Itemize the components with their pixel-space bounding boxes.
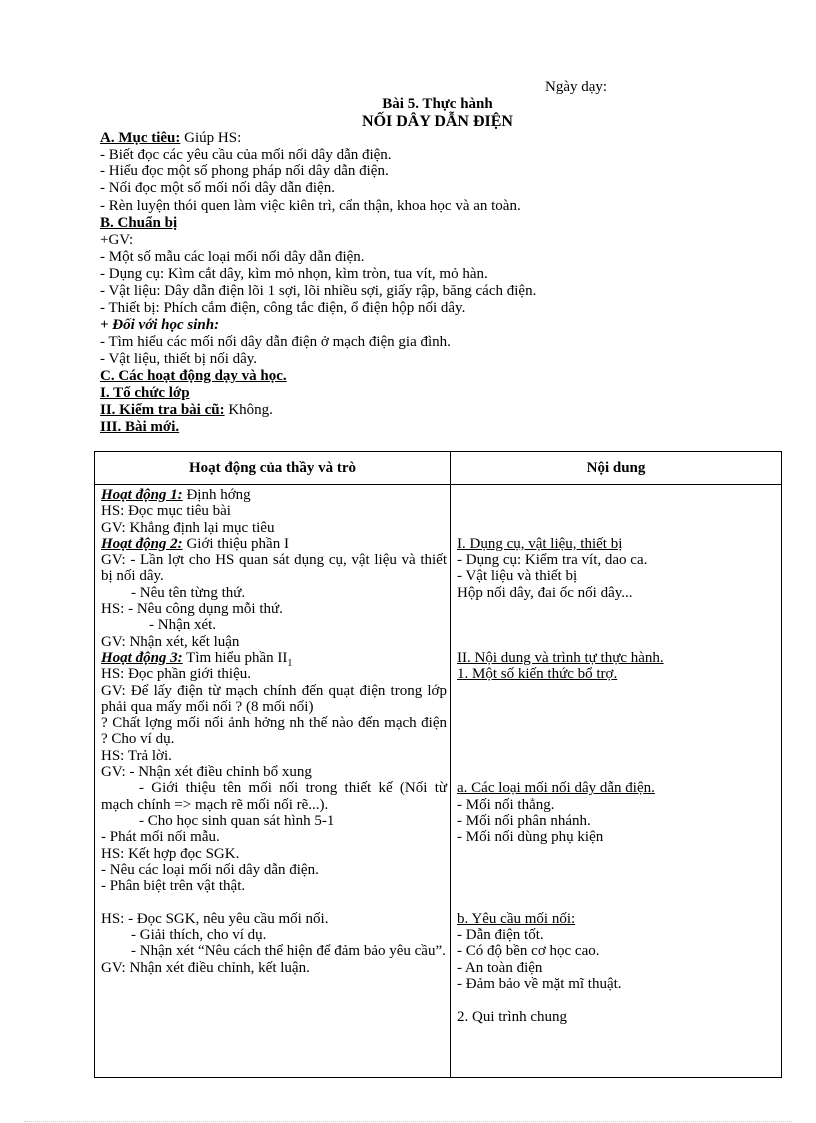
section-c-sub3: III. Bài mới. xyxy=(100,419,180,435)
content-heading: I. Dụng cụ, vật liệu, thiết bị xyxy=(457,535,623,552)
lesson-subtitle: NỐI DÂY DẪN ĐIỆN xyxy=(362,113,513,130)
page-bottom-divider xyxy=(24,1121,792,1122)
activity-3-line xyxy=(101,649,447,669)
spacer xyxy=(457,683,777,699)
spacer xyxy=(457,992,777,1008)
activity-line: - Giới thiệu tên mối nối trong thiết kế (Nối từ mạch chính => mạch rẽ mối nối rẽ...). xyxy=(101,780,447,813)
spacer xyxy=(457,601,777,617)
spacer xyxy=(457,748,777,764)
spacer xyxy=(457,503,777,519)
activity-line: HS: - Đọc SGK, nêu yêu cầu mối nối. xyxy=(101,910,329,927)
table-row xyxy=(95,485,782,1078)
activity-3-subscript: 1 xyxy=(287,657,293,669)
content-line: - Có độ bền cơ học cao. xyxy=(457,943,600,960)
activity-1-label: Hoạt động 1: xyxy=(101,487,183,503)
activity-1-line xyxy=(101,487,447,503)
teacher-item: - Một số mẫu các loại mối nối dây dẫn điện. xyxy=(100,249,365,265)
spacer xyxy=(457,862,777,878)
spacer xyxy=(457,699,777,715)
activity-line: GV: - Nhận xét điều chỉnh bổ xung xyxy=(101,764,312,781)
activity-3-text: Tìm hiểu phần II xyxy=(182,649,288,666)
activity-line: HS: Kết hợp đọc SGK. xyxy=(101,845,240,862)
section-a-heading-line xyxy=(100,130,241,146)
lesson-title: Bài 5. Thực hành xyxy=(382,96,493,112)
activity-line: GV: - Lần lợt cho HS quan sát dụng cụ, vật liệu và thiết bị nối dây. xyxy=(101,552,447,585)
activity-1-text: Định hớng xyxy=(182,487,251,503)
content-line: - Dụng cụ: Kiểm tra vít, dao ca. xyxy=(457,552,648,569)
spacer xyxy=(457,894,777,910)
teacher-label: +GV: xyxy=(100,232,134,248)
activities-cell xyxy=(95,485,451,1078)
activity-line: - Nhận xét. xyxy=(149,617,217,634)
spacer xyxy=(101,894,447,910)
content-line: - Mối nối dùng phụ kiện xyxy=(457,829,604,846)
spacer xyxy=(457,520,777,536)
objective-item: - Rèn luyện thói quen làm việc kiên trì, cẩn thận, khoa học và an toàn. xyxy=(100,198,521,214)
content-line: 2. Qui trình chung xyxy=(457,1008,567,1025)
spacer xyxy=(457,764,777,780)
content-heading: II. Nội dung và trình tự thực hành. xyxy=(457,649,664,666)
content-cell xyxy=(451,485,782,1078)
col-header-activities: Hoạt động của thầy và trò xyxy=(95,452,451,485)
spacer xyxy=(457,617,777,633)
content-line: Hộp nối dây, đai ốc nối dây... xyxy=(457,584,633,601)
section-c-sub2-suffix: Không. xyxy=(224,402,273,418)
activity-line: GV: Khẳng định lại mục tiêu xyxy=(101,519,275,536)
activity-2-text: Giới thiệu phần I xyxy=(182,535,289,552)
content-line: - Vật liệu và thiết bị xyxy=(457,568,578,585)
col-header-content: Nội dung xyxy=(451,452,782,485)
content-line: - Đảm bảo về mặt mĩ thuật. xyxy=(457,975,622,992)
content-heading: a. Các loại mối nối dây dẫn điện. xyxy=(457,780,655,797)
content-heading: b. Yêu cầu mối nối: xyxy=(457,910,576,927)
section-c-sub2: II. Kiểm tra bài cũ: xyxy=(100,402,225,418)
section-c-sub1: I. Tổ chức lớp xyxy=(100,385,190,401)
activity-line: - Cho học sinh quan sát hình 5-1 xyxy=(139,812,335,829)
activity-line: - Nhận xét “Nêu cách thể hiện để đảm bảo yêu cầu”. xyxy=(131,943,446,960)
spacer xyxy=(457,731,777,747)
spacer xyxy=(457,878,777,894)
activity-line: HS: - Nêu công dụng mỗi thứ. xyxy=(101,601,283,618)
content-line: - Mối nối phân nhánh. xyxy=(457,812,591,829)
student-item: - Vật liệu, thiết bị nối dây. xyxy=(100,351,258,367)
student-item: - Tìm hiểu các mối nối dây dẫn điện ở mạch điện gia đình. xyxy=(100,334,451,350)
section-c-heading: C. Các hoạt động dạy và học. xyxy=(100,368,287,384)
section-a-heading: A. Mục tiêu: xyxy=(100,130,181,146)
activity-line: HS: Trả lời. xyxy=(101,747,172,764)
teacher-item: - Dụng cụ: Kìm cắt dây, kìm mỏ nhọn, kìm tròn, tua vít, mỏ hàn. xyxy=(100,266,488,282)
table-header-row xyxy=(95,452,782,485)
activity-line: - Phát mối nối mẫu. xyxy=(101,829,220,846)
spacer xyxy=(457,634,777,650)
content-line: - Mối nối thẳng. xyxy=(457,796,555,813)
activity-line: GV: Nhận xét điều chỉnh, kết luận. xyxy=(101,959,310,976)
section-b-heading: B. Chuẩn bị xyxy=(100,215,178,231)
objective-item: - Biết đọc các yêu cầu của mối nối dây dẫn điện. xyxy=(100,147,392,163)
date-label: Ngày dạy: xyxy=(545,79,608,95)
content-line: - An toàn điện xyxy=(457,959,543,976)
activity-line: GV: Để lấy điện từ mạch chính đến quạt điện trong lớp phải qua mấy mối nối ? (8 mối nối) xyxy=(101,682,447,715)
activity-2-label: Hoạt động 2: xyxy=(101,535,183,552)
activity-line: HS: Đọc phần giới thiệu. xyxy=(101,666,251,683)
teacher-item: - Vật liệu: Dây dẫn điện lõi 1 sợi, lõi nhiều sợi, giấy rập, băng cách điện. xyxy=(100,283,537,299)
section-a-heading-suffix: Giúp HS: xyxy=(180,130,242,146)
objective-item: - Nối đọc một số mối nối dây dẫn điện. xyxy=(100,180,335,196)
activities-table xyxy=(94,451,782,1078)
activity-line: - Nêu tên từng thứ. xyxy=(131,584,246,601)
activity-line: - Phân biệt trên vật thật. xyxy=(101,878,246,895)
activity-line: - Nêu các loại mối nối dây dẫn điện. xyxy=(101,861,319,878)
content-heading: 1. Một số kiến thức bổ trợ. xyxy=(457,666,618,683)
content-line: - Dẫn điện tốt. xyxy=(457,927,544,944)
activity-line: HS: Đọc mục tiêu bài xyxy=(101,503,231,520)
objective-item: - Hiểu đọc một số phong pháp nối dây dẫn điện. xyxy=(100,163,389,179)
activity-line: - Giải thích, cho ví dụ. xyxy=(131,927,267,944)
section-c-sub2-line xyxy=(100,402,273,418)
spacer xyxy=(457,715,777,731)
spacer xyxy=(457,487,777,503)
activity-line: GV: Nhận xét, kết luận xyxy=(101,633,240,650)
teacher-item: - Thiết bị: Phích cắm điện, công tắc điện, ổ điện hộp nối dây. xyxy=(100,300,466,316)
activity-line: ? Chất lợng mối nối ảnh hởng nh thế nào đến mạch điện ? Cho ví dụ. xyxy=(101,715,447,748)
student-label: + Đối với học sinh: xyxy=(100,317,220,333)
activity-2-line xyxy=(101,536,447,552)
activity-3-label: Hoạt động 3: xyxy=(101,649,183,666)
spacer xyxy=(457,846,777,862)
